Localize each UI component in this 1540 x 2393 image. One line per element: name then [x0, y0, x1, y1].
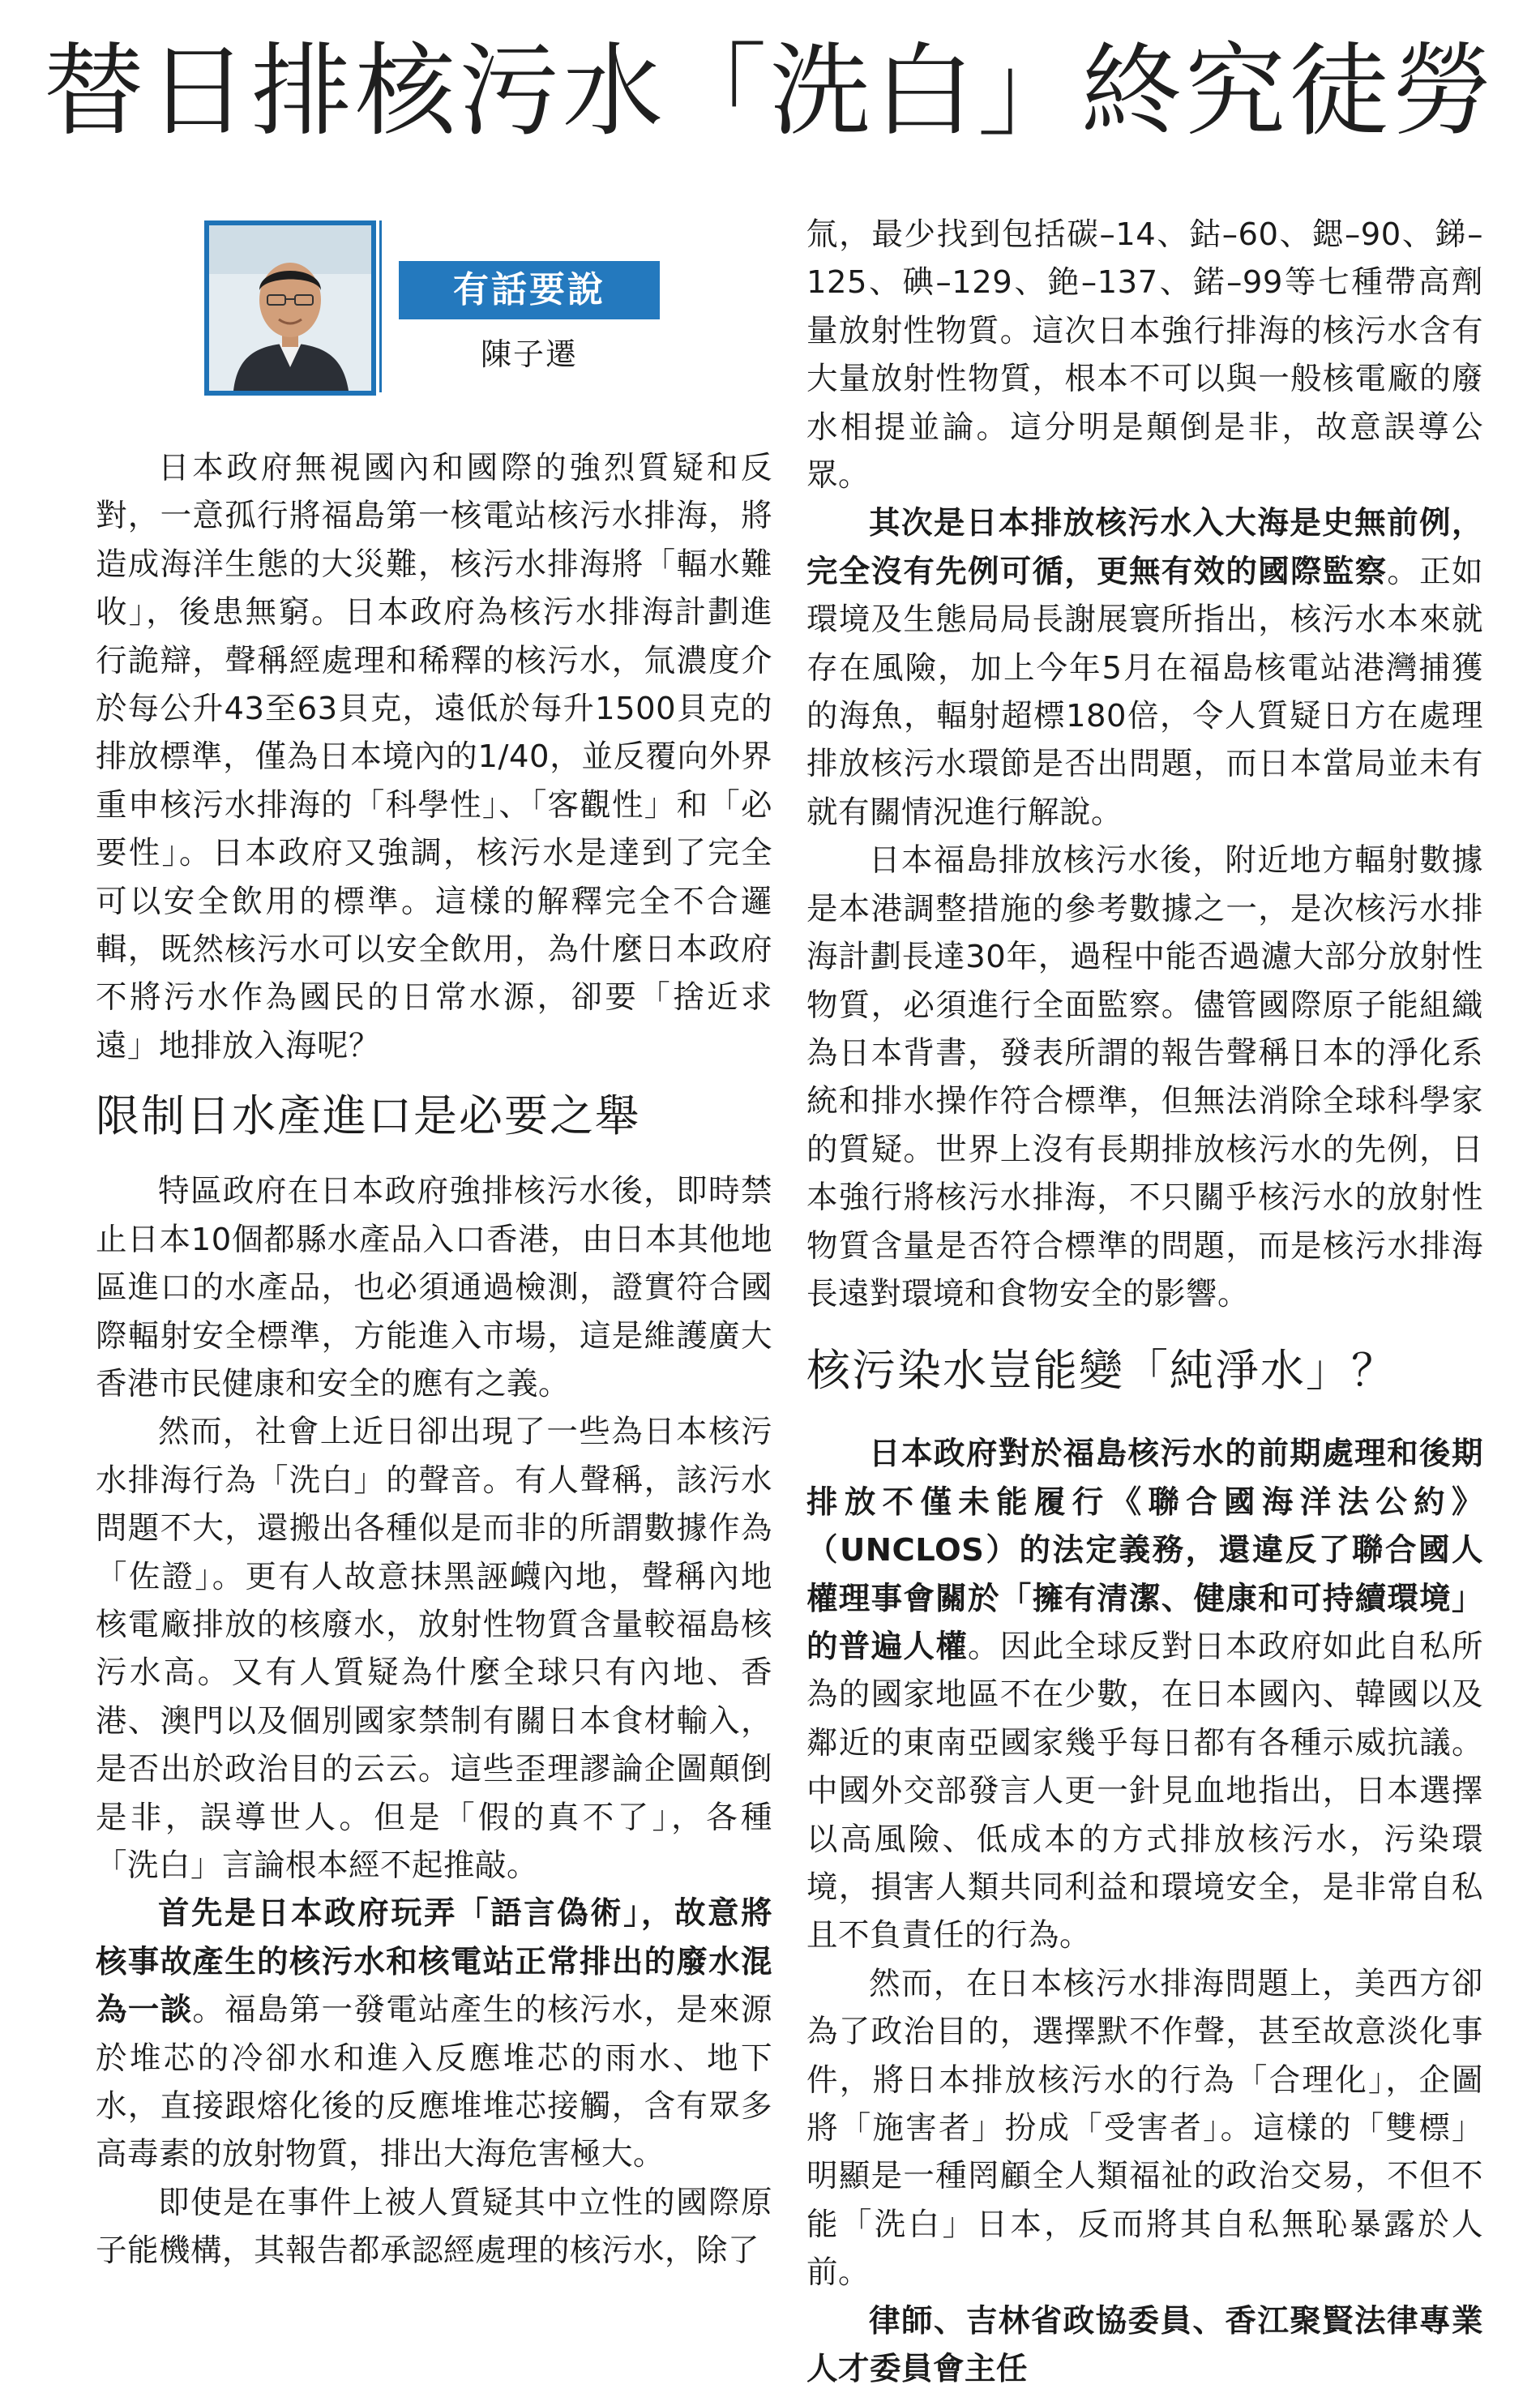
paragraph: 氚，最少找到包括碳–14、鈷–60、鍶–90、銻–125、碘–129、銫–137、鍩–99等七種帶高劑量放射性物質。這次日本強行排海的核污水含有大量放射性物質，根本不可以與一般核電廠的廢水相提並論。這分明是顛倒是非，故意誤導公眾。 — [806, 216, 1483, 494]
paragraph-rest: 。因此全球反對日本政府如此自私所為的國家地區不在少數，在日本國內、韓國以及鄰近的東南亞國家幾乎每日都有各種示威抗議。中國外交部發言人更一針見血地指出，日本選擇以高風險、低成本的方式排放核污水，污染環境，損害人類共同利益和環境安全，是非常自私且不負責任的行為。 — [806, 1628, 1483, 1954]
section-heading: 核污染水豈能變「純淨水」？ — [806, 1345, 1397, 1397]
paragraph: 日本政府無視國內和國際的強烈質疑和反對，一意孤行將福島第一核電站核污水排海，將造成海洋生態的大災難，核污水排海將「輻水難收」，後患無窮。日本政府為核污水排海計劃進行詭辯，聲稱經處理和稀釋的核污水，氚濃度介於每公升43至63貝克，遠低於每升1500貝克的排放標準，僅為日本境內的1/40，並反覆向外界重申核污水排海的「科學性」、「客觀性」和「必要性」。日本政府又強調，核污水是達到了完全可以安全飲用的標準。這樣的解釋完全不合邏輯，既然核污水可以安全飲用，為什麼日本政府不將污水作為國民的日常水源，卻要「捨近求遠」地排放入海呢？ — [96, 450, 772, 1064]
author-portrait-icon — [209, 225, 371, 391]
right-column — [806, 211, 1483, 2393]
author-signature: 律師、吉林省政協委員、香江聚賢法律專業人才委員會主任 — [806, 2302, 1483, 2388]
paragraph: 日本福島排放核污水後，附近地方輻射數據是本港調整措施的參考數據之一，是次核污水排海計劃長達30年，過程中能否過濾大部分放射性物質，必須進行全面監察。儘管國際原子能組織為日本背書，發表所謂的報告聲稱日本的淨化系統和排水操作符合標準，但無法消除全球科學家的質疑。世界上沒有長期排放核污水的先例，日本強行將核污水排海，不只關乎核污水的放射性物質含量是否符合標準的問題，而是核污水排海長遠對環境和食物安全的影響。 — [806, 842, 1483, 1312]
bold-lead: 其次是日本排放核污水入大海是史無前例，完全沒有先例可循，更無有效的國際監察 — [806, 505, 1483, 590]
left-column — [96, 444, 772, 2275]
paragraph-rest: 。福島第一發電站產生的核污水，是來源於堆芯的冷卻水和進入反應堆芯的雨水、地下水，直接跟熔化後的反應堆堆芯接觸，含有眾多高毒素的放射物質，排出大海危害極大。 — [96, 1992, 772, 2173]
paragraph: 然而，社會上近日卻出現了一些為日本核污水排海行為「洗白」的聲音。有人聲稱，該污水問題不大，還搬出各種似是而非的所謂數據作為「佐證」。更有人故意抹黑誣衊內地，聲稱內地核電廠排放的核廢水，放射性物質含量較福島核污水高。又有人質疑為什麼全球只有內地、香港、澳門以及個別國家禁制有關日本食材輸入，是否出於政治目的云云。這些歪理謬論企圖顛倒是非，誤導世人。但是「假的真不了」，各種「洗白」言論根本經不起推敲。 — [96, 1414, 772, 1884]
author-photo — [204, 220, 376, 396]
author-name: 陳子遷 — [480, 336, 578, 372]
column-name-badge: 有話要說 — [399, 261, 660, 319]
paragraph: 特區政府在日本政府強排核污水後，即時禁止日本10個都縣水產品入口香港，由日本其他地區進口的水產品，也必須通過檢測，證實符合國際輻射安全標準，方能進入市場，這是維護廣大香港市民健康和安全的應有之義。 — [96, 1173, 772, 1402]
paragraph-rest: 。正如環境及生態局局長謝展寰所指出，核污水本來就存在風險，加上今年5月在福島核電站港灣捕獲的海魚，輻射超標180倍，令人質疑日方在處理排放核污水環節是否出問題，而日本當局並未有就有關情況進行解說。 — [806, 553, 1483, 831]
bold-lead: 日本政府對於福島核污水的前期處理和後期排放不僅未能履行《聯合國海洋法公約》（UNCLOS）的法定義務，還違反了聯合國人權理事會關於「擁有清潔、健康和可持續環境」的普遍人權 — [806, 1436, 1483, 1665]
paragraph: 即使是在事件上被人質疑其中立性的國際原子能機構，其報告都承認經處理的核污水，除了 — [96, 2184, 772, 2270]
section-heading: 限制日水產進口是必要之舉 — [96, 1090, 640, 1142]
paragraph — [806, 1430, 1483, 1959]
paragraph: 然而，在日本核污水排海問題上，美西方卻為了政治目的，選擇默不作聲，甚至故意淡化事件，將日本排放核污水的行為「合理化」，企圖將「施害者」扮成「受害者」。這樣的「雙標」明顯是一種罔顧全人類福祉的政治交易，不但不能「洗白」日本，反而將其自私無恥暴露於人前。 — [806, 1965, 1483, 2292]
headline: 替日排核污水「洗白」終究徒勞 — [43, 33, 1496, 150]
paragraph — [96, 1890, 772, 2178]
bold-lead: 首先是日本政府玩弄「語言偽術」，故意將核事故產生的核污水和核電站正常排出的廢水混為一談 — [96, 1895, 772, 2029]
paragraph — [806, 499, 1483, 837]
divider-bar — [379, 220, 382, 392]
byline-block — [204, 220, 682, 397]
